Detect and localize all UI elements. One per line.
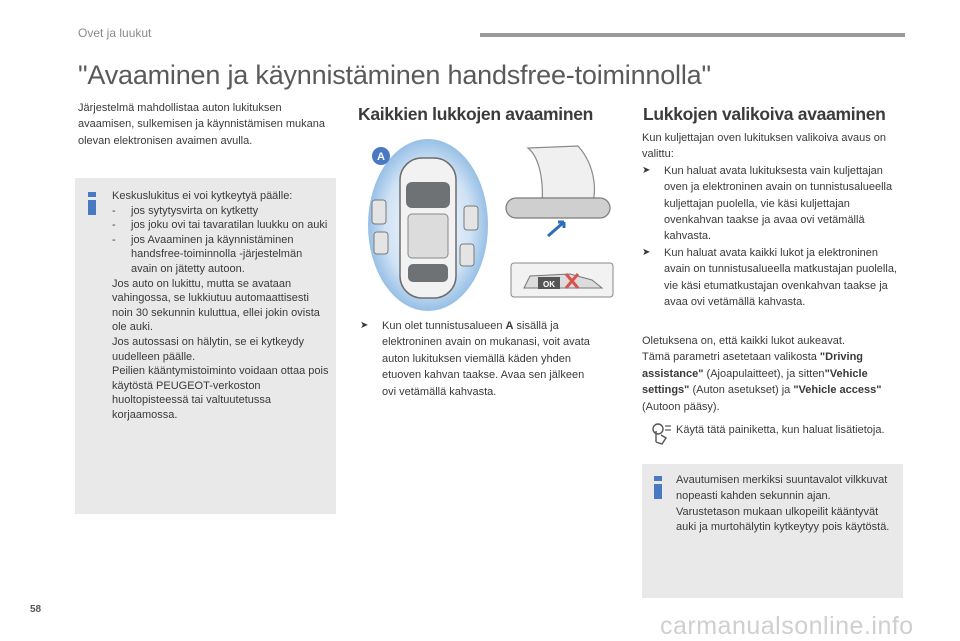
note-paragraph: Avautumisen merkiksi suuntavalot vilkkuvat nopeasti kahden sekunnin ajan. — [676, 474, 888, 502]
arrow-bullet-icon: ➤ — [360, 320, 369, 331]
car-side-ok-illustration — [510, 262, 614, 298]
arrow-bullet-icon: ➤ — [642, 246, 651, 258]
running-header: Ovet ja luukut — [78, 26, 152, 40]
ok-badge: OK — [543, 280, 555, 289]
car-detection-zone-illustration — [362, 136, 490, 314]
list-item: ➤ Kun haluat avata lukituksesta vain kuljettajan oven ja elektroninen avain on tunnistusalueella kuljettajan puolella, vie käsi kuljettajan ovenkahvan taakse ja avaa ovi vetämällä kahvasta. — [642, 164, 893, 243]
door-handle — [506, 198, 610, 218]
selective-unlock-list — [642, 130, 904, 310]
car-windscreen — [406, 182, 450, 208]
info-icon — [654, 476, 662, 499]
key-fob-icon — [374, 232, 388, 254]
note-lock-intro: Keskuslukitus ei voi kytkeytyä päälle: — [112, 190, 293, 202]
note-bullet: - jos sytytysvirta on kytketty — [112, 204, 259, 217]
key-fob-icon — [372, 200, 386, 224]
page-title: "Avaaminen ja käynnistäminen handsfree-toiminnolla" — [78, 60, 711, 90]
touch-help-icon — [650, 422, 672, 448]
heading-selective-unlock: Lukkojen valikoiva avaaminen — [643, 104, 886, 124]
header-rule — [480, 33, 905, 37]
unlock-all-instructions: ➤ Kun olet tunnistusalueen A sisällä ja elektroninen avain on mukanasi, voit avata auton lukituksen viemällä käden yhden etuoven kahvan taakse. Avaa sen jälkeen ovi vetämällä kahvasta. — [360, 320, 590, 398]
arrow-bullet-icon: ➤ — [642, 164, 651, 176]
info-icon — [88, 192, 96, 215]
key-fob-icon — [464, 206, 478, 230]
key-fob-icon — [460, 244, 474, 266]
intro-paragraph: Järjestelmä mahdollistaa auton lukituksen avaamisen, sulkemisen ja käynnistämisen mukana olevan elektronisen avaimen avulla. — [78, 102, 326, 147]
arrow-icon — [548, 222, 564, 236]
heading-unlock-all: Kaikkien lukkojen avaaminen — [358, 104, 594, 124]
note-paragraph: Jos autossasi on hälytin, se ei kytkeydy uudelleen päälle. — [112, 335, 304, 363]
selective-intro: Kun kuljettajan oven lukituksen valikoiva avaus on valittu: — [642, 132, 886, 161]
note-bullet: - jos Avaaminen ja käynnistäminen handsfree-toiminnolla -järjestelmän avain on jätetty autoon. — [112, 233, 303, 275]
note-bullet: - jos joku ovi tai tavaratilan luukku on auki — [112, 219, 328, 232]
note-paragraph: Peilien kääntymistoiminto voidaan ottaa pois käytöstä PEUGEOT-verkoston huoltopisteessä tai valtuutetussa korjaamossa. — [112, 365, 329, 421]
zone-label-a: A — [377, 151, 385, 163]
default-setting-paragraph: Oletuksena on, että kaikki lukot aukeavat. Tämä parametri asetetaan valikosta "Driving assistance" (Ajoapulaitteet), ja sitten"Vehicle settings" (Auton asetukset) ja "Vehicle access" (Autoon pääsy). — [642, 335, 882, 413]
list-item: ➤ Kun haluat avata kaikki lukot ja elektroninen avain on tunnistusalueella matkustajan puolella, vie käsi etumatkustajan ovenkahvan taakse ja avaa ovi vetämällä kahvasta. — [642, 246, 897, 309]
left-info-note — [75, 178, 336, 514]
note-paragraph: Jos auto on lukittu, mutta se avataan vahingossa, se lukkiutuu automaattisesti noin 30 sekunnin kuluttua, ellei jokin ovista ole auki. — [112, 277, 320, 334]
hand-door-handle-illustration — [498, 136, 618, 256]
page-number: 58 — [30, 604, 42, 615]
help-hint: Käytä tätä painiketta, kun haluat lisätietoja. — [676, 424, 885, 436]
note-paragraph: Varustetason mukaan ulkopeilit kääntyvät auki ja murtohälytin kytkeytyy pois käytöstä. — [676, 505, 890, 534]
watermark: carmanualsonline.info — [660, 612, 914, 640]
right-info-note — [642, 464, 903, 598]
